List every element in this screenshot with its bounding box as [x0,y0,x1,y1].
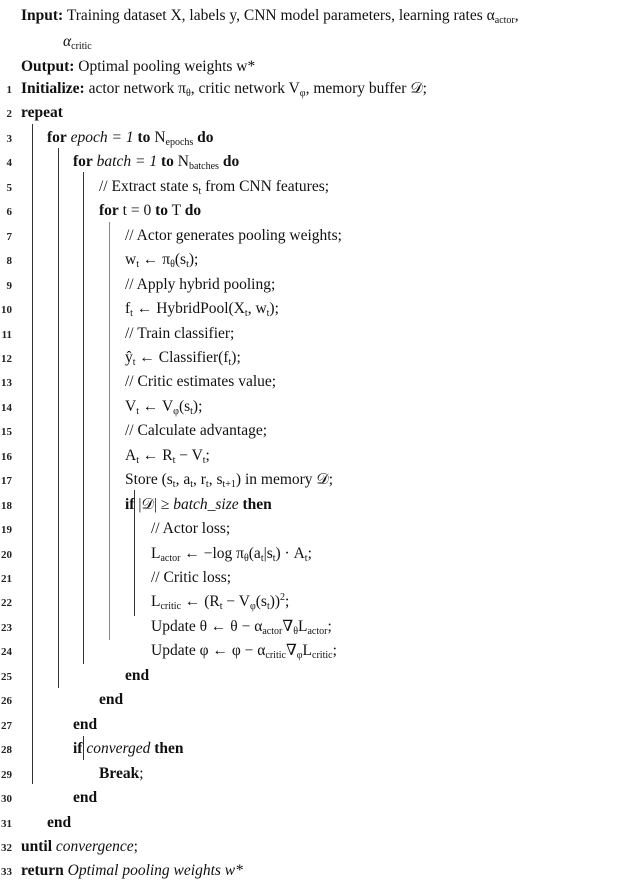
repeat-block-bar [32,124,33,784]
line-number: 31 [1,817,12,830]
line-number: 9 [6,279,12,292]
line-number: 32 [1,841,12,854]
line-number: 21 [1,573,12,585]
line-number: 4 [6,157,12,170]
line-number: 33 [1,866,12,879]
line-number: 29 [1,768,12,781]
line-number: 6 [6,206,12,219]
line-number: 1 [6,84,12,96]
line-number: 20 [1,548,12,561]
line-number: 24 [1,646,12,659]
line-number: 12 [1,352,12,365]
line-number: 10 [1,304,12,317]
line-number: 26 [1,695,12,708]
line-number: 22 [1,597,12,610]
line-number: 2 [6,108,12,121]
epoch-block-bar [58,148,59,688]
t-loop-block-bar [109,222,110,640]
line-number: 30 [1,793,12,806]
output-text: Optimal pooling weights w* [78,58,256,75]
line-number: 17 [1,475,12,488]
output-label: Output: [21,58,75,75]
line-number: 25 [1,670,12,683]
line-number: 15 [1,426,12,439]
line-number: 5 [6,181,12,194]
line-number: 28 [1,744,12,757]
line-number: 23 [1,621,12,634]
line-number: 14 [1,401,12,414]
line-number: 19 [1,524,12,537]
line-number: 8 [6,255,12,268]
line-number: 7 [6,230,12,243]
line-number: 16 [1,450,12,463]
input-label: Input: [21,7,64,24]
line-number: 13 [1,377,12,390]
input-text: Training dataset X, labels y, CNN model parameters, learning rates α [66,7,495,24]
line-number: 27 [1,719,12,732]
line-number: 3 [6,132,12,145]
batch-block-bar [83,172,84,664]
line-number: 11 [1,328,12,341]
line-number: 18 [1,499,12,512]
